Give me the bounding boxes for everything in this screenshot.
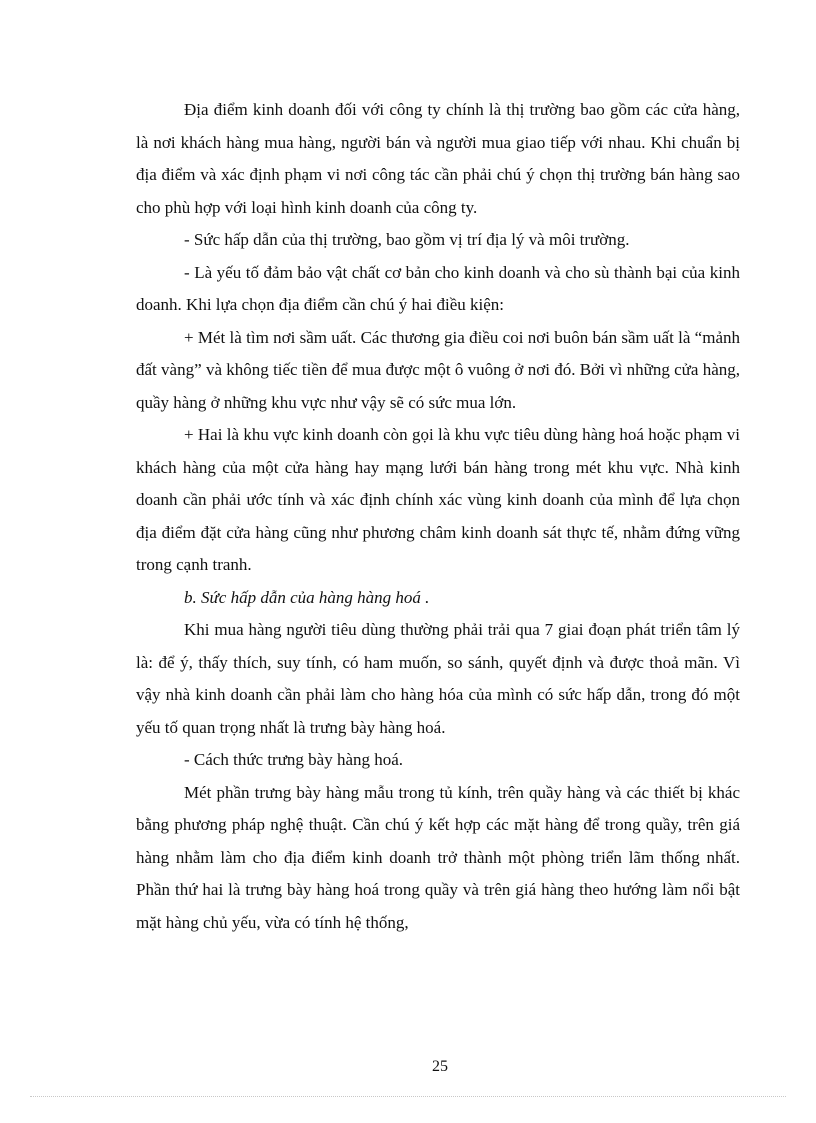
paragraph: Địa điểm kinh doanh đối với công ty chính là thị trường bao gồm các cửa hàng, là nơi khách hàng mua hàng, người bán và người mua giao tiếp với nhau. Khi chuẩn bị địa điểm và xác định phạm vi nơi công tác cần phải chú ý chọn thị trường bán hàng sao cho phù hợp với loại hình kinh doanh của công ty. [136,100,740,217]
paragraph: - Sức hấp dẫn của thị trường, bao gồm vị trí địa lý và môi trường. [184,230,630,249]
page-number: 25 [432,1058,448,1075]
paragraph: Mét phần trưng bày hàng mẫu trong tủ kính, trên quầy hàng và các thiết bị khác bằng phương pháp nghệ thuật. Cần chú ý kết hợp các mặt hàng để trong quầy, trên giá hàng nhằm làm cho địa điểm kinh doanh trở thành một phòng triển lãm thống nhất. Phần thứ hai là trưng bày hàng hoá trong quầy và trên giá hàng theo hướng làm nổi bật mặt hàng chủ yếu, vừa có tính hệ thống, [136,782,740,932]
document-body [136,94,740,939]
paragraph: Khi mua hàng người tiêu dùng thường phải trải qua 7 giai đoạn phát triển tâm lý là: để ý, thấy thích, suy tính, có ham muốn, so sánh, quyết định và được thoả mãn. Vì vậy nhà kinh doanh cần phải làm cho hàng hóa của mình có sức hấp dẫn, trong đó một yếu tố quan trọng nhất là trưng bày hàng hoá. [136,620,740,737]
paragraph: - Cách thức trưng bày hàng hoá. [184,750,404,769]
section-heading: b. Sức hấp dẫn của hàng hàng hoá . [184,587,430,607]
paragraph: - Là yếu tố đảm bảo vật chất cơ bản cho kinh doanh và cho sù thành bại của kinh doanh. Khi lựa chọn địa điểm cần chú ý hai điều kiện: [136,262,740,314]
page-bottom-divider [30,1096,786,1097]
paragraph: + Hai là khu vực kinh doanh còn gọi là khu vực tiêu dùng hàng hoá hoặc phạm vi khách hàng của một cửa hàng hay mạng lưới bán hàng trong mét khu vực. Nhà kinh doanh cần phải ước tính và xác định chính xác vùng kinh doanh của mình để lựa chọn địa điểm đặt cửa hàng cũng như phương châm kinh doanh sát thực tế, nhằm đứng vững trong cạnh tranh. [136,425,740,574]
paragraph: + Mét là tìm nơi sầm uất. Các thương gia điều coi nơi buôn bán sầm uất là “mảnh đất vàng” và không tiếc tiền để mua được một ô vuông ở nơi đó. Bởi vì những cửa hàng, quầy hàng ở những khu vực như vậy sẽ có sức mua lớn. [136,327,740,412]
